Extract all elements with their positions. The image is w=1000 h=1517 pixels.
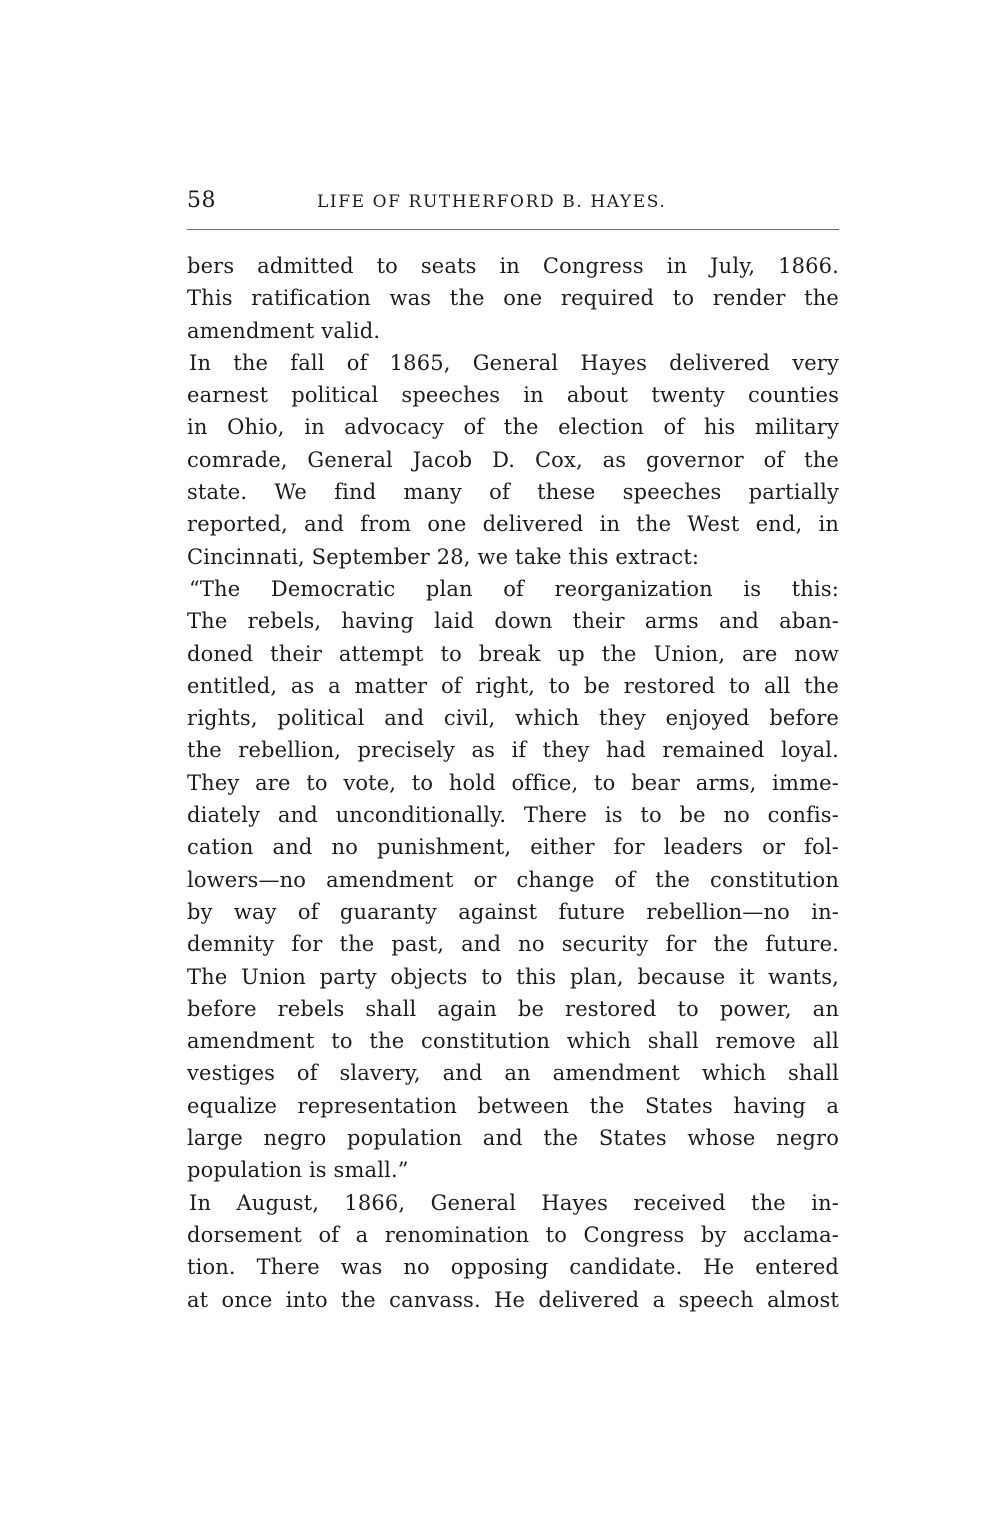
text-line: the rebellion, precisely as if they had remained loyal. [187, 738, 839, 763]
text-line: entitled, as a matter of right, to be restored to all the [187, 673, 839, 698]
text-line: The rebels, having laid down their arms and aban- [187, 609, 839, 634]
text-line: before rebels shall again be restored to power, an [187, 996, 839, 1021]
body-text [187, 250, 839, 1316]
text-line: diately and unconditionally. There is to be no confis- [187, 803, 839, 828]
text-line: In the fall of 1865, General Hayes delivered very [189, 350, 839, 375]
text-line: equalize representation between the States having a [187, 1093, 839, 1118]
text-line: tion. There was no opposing candidate. He entered [187, 1255, 839, 1280]
text-line: reported, and from one delivered in the West end, in [187, 512, 839, 537]
text-line: The Union party objects to this plan, because it wants, [187, 964, 839, 989]
text-line: earnest political speeches in about twenty counties [187, 383, 839, 408]
text-line: doned their attempt to break up the Union, are now [187, 641, 839, 666]
text-line: amendment to the constitution which shall remove all [187, 1029, 839, 1054]
text-line: Cincinnati, September 28, we take this extract: [187, 544, 700, 569]
text-line: comrade, General Jacob D. Cox, as governor of the [187, 447, 839, 472]
page-number: 58 [187, 188, 216, 213]
text-line: amendment valid. [187, 318, 381, 343]
header-rule [187, 229, 839, 230]
running-head [187, 186, 839, 216]
text-line: dorsement of a renomination to Congress by acclama- [187, 1222, 839, 1247]
running-title: LIFE OF RUTHERFORD B. HAYES. [317, 192, 667, 212]
text-line: population is small.” [187, 1158, 409, 1183]
text-line: at once into the canvass. He delivered a speech almost [187, 1287, 839, 1312]
text-line: by way of guaranty against future rebellion—no in- [187, 899, 839, 924]
text-line: lowers—no amendment or change of the constitution [187, 867, 839, 892]
text-line: This ratification was the one required to render the [187, 286, 839, 311]
text-line: vestiges of slavery, and an amendment which shall [187, 1061, 839, 1086]
text-line: demnity for the past, and no security for the future. [187, 932, 839, 957]
text-line: in Ohio, in advocacy of the election of his military [187, 415, 839, 440]
text-line: large negro population and the States whose negro [187, 1126, 839, 1151]
text-line: They are to vote, to hold office, to bear arms, imme- [187, 770, 839, 795]
text-line: rights, political and civil, which they enjoyed before [187, 706, 839, 731]
text-line: state. We find many of these speeches partially [187, 480, 839, 505]
text-line: “The Democratic plan of reorganization is this: [189, 576, 839, 601]
text-line: In August, 1866, General Hayes received the in- [189, 1190, 839, 1215]
text-line: bers admitted to seats in Congress in July, 1866. [187, 254, 839, 278]
text-line: cation and no punishment, either for leaders or fol- [187, 835, 839, 860]
